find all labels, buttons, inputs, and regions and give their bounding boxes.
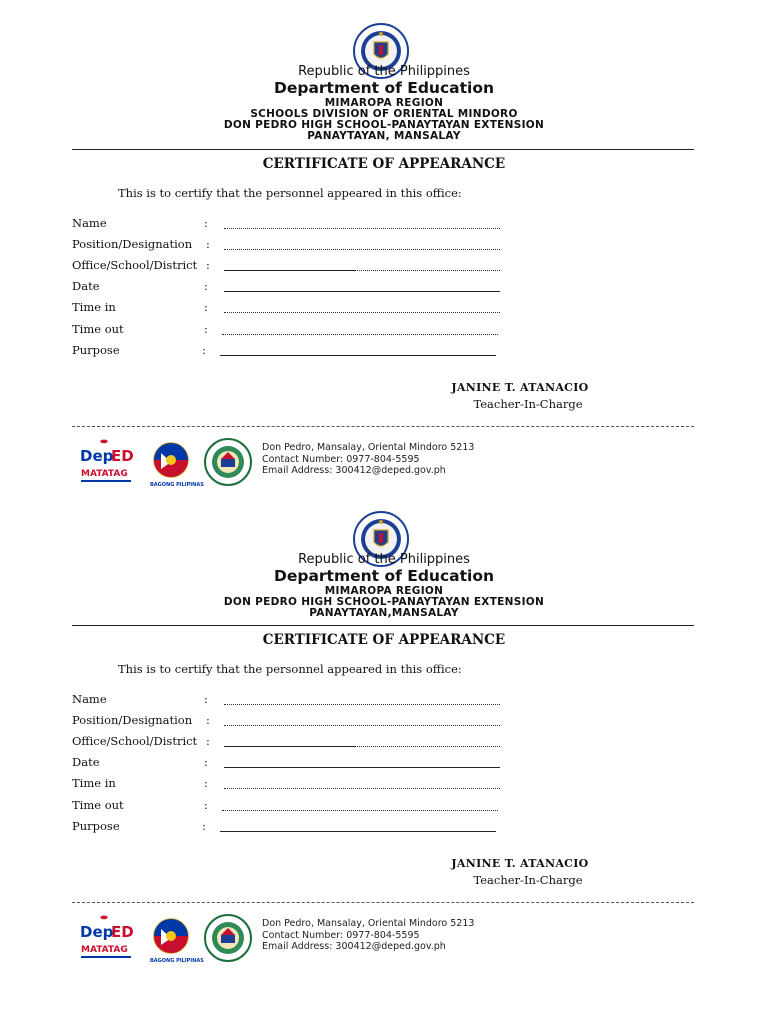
fill-in-line[interactable]: [224, 270, 500, 271]
field-colon: :: [204, 692, 208, 706]
field-time-out: [72, 322, 512, 338]
svg-text:ED: ED: [111, 447, 134, 465]
footer-contact: [262, 442, 474, 477]
cut-line: [72, 902, 694, 903]
fill-in-line[interactable]: [224, 291, 500, 292]
field-label: Date: [72, 279, 100, 293]
fill-in-line[interactable]: [224, 725, 500, 726]
field-label: Position/Designation: [72, 713, 193, 727]
fill-in-line[interactable]: [224, 788, 500, 789]
region-line: MIMAROPA REGION: [324, 97, 444, 109]
fill-in-line[interactable]: [224, 767, 500, 768]
bagong-pilipinas-logo-icon: [146, 914, 204, 964]
signatory-role: Teacher-In-Charge: [473, 873, 583, 887]
address-line: PANAYTAYAN, MANSALAY: [307, 130, 461, 142]
field-label: Office/School/District: [72, 258, 198, 272]
svg-text:Dep: Dep: [80, 447, 114, 465]
fill-in-line[interactable]: [224, 312, 500, 313]
field-colon: :: [204, 322, 208, 336]
fill-in-line[interactable]: [224, 228, 500, 229]
field-colon: :: [206, 713, 210, 727]
field-colon: :: [204, 776, 208, 790]
deped-matatag-logo-icon: [78, 914, 136, 964]
footer-contact: [262, 918, 474, 953]
footer-email[interactable]: Email Address: 300412@deped.gov.ph: [262, 465, 446, 476]
republic-line: Republic of the Philippines: [298, 552, 470, 567]
header-divider: [72, 149, 694, 150]
svg-text:BAGONG PILIPINAS: BAGONG PILIPINAS: [150, 482, 204, 488]
certification-statement: This is to certify that the personnel appeared in this office:: [118, 186, 462, 200]
svg-text:ED: ED: [111, 923, 134, 941]
signatory-name: JANINE T. ATANACIO: [451, 857, 589, 870]
field-colon: :: [204, 755, 208, 769]
fill-in-line[interactable]: [220, 831, 496, 832]
field-office: [72, 734, 512, 750]
field-colon: :: [204, 300, 208, 314]
footer-phone: Contact Number: 0977-804-5595: [262, 453, 420, 465]
field-colon: :: [202, 343, 206, 357]
field-position: [72, 713, 512, 729]
certificate-1: [0, 0, 768, 488]
school-line: DON PEDRO HIGH SCHOOL-PANAYTAYAN EXTENSION: [223, 596, 545, 608]
cut-line: [72, 426, 694, 427]
field-time-in: [72, 776, 512, 792]
fill-in-line[interactable]: [222, 334, 498, 335]
fill-in-line[interactable]: [220, 355, 496, 356]
field-colon: :: [204, 798, 208, 812]
signatory-role: Teacher-In-Charge: [473, 397, 583, 411]
field-colon: :: [206, 734, 210, 748]
signatory-block: [420, 857, 620, 887]
field-date: [72, 755, 512, 771]
field-colon: :: [204, 279, 208, 293]
school-line: DON PEDRO HIGH SCHOOL-PANAYTAYAN EXTENSION: [223, 119, 545, 131]
certificate-title: CERTIFICATE OF APPEARANCE: [262, 156, 506, 172]
school-seal-icon: [202, 914, 254, 964]
certificate-title: CERTIFICATE OF APPEARANCE: [262, 632, 506, 648]
field-label: Position/Designation: [72, 237, 193, 251]
field-colon: :: [202, 819, 206, 833]
fill-in-line[interactable]: [224, 704, 500, 705]
field-label: Name: [72, 216, 107, 230]
fill-in-line[interactable]: [224, 746, 500, 747]
field-label: Time in: [72, 300, 116, 314]
certificate-2: [0, 476, 768, 964]
field-time-in: [72, 300, 512, 316]
field-colon: :: [206, 237, 210, 251]
field-label: Purpose: [72, 343, 120, 357]
department-name: Department of Education: [273, 79, 495, 97]
republic-line: Republic of the Philippines: [298, 64, 470, 79]
field-colon: :: [204, 216, 208, 230]
svg-text:MATATAG: MATATAG: [81, 469, 128, 479]
field-label: Time out: [72, 798, 124, 812]
footer-address: Don Pedro, Mansalay, Oriental Mindoro 5213: [262, 442, 475, 453]
field-label: Office/School/District: [72, 734, 198, 748]
certification-statement: This is to certify that the personnel appeared in this office:: [118, 662, 462, 676]
footer-address: Don Pedro, Mansalay, Oriental Mindoro 5213: [262, 918, 475, 929]
region-line: MIMAROPA REGION: [324, 585, 444, 597]
fill-in-line[interactable]: [224, 249, 500, 250]
address-line: PANAYTAYAN,MANSALAY: [309, 607, 459, 619]
field-purpose: [72, 819, 512, 835]
field-position: [72, 237, 512, 253]
division-line: SCHOOLS DIVISION OF ORIENTAL MINDORO: [250, 108, 518, 120]
field-name: [72, 692, 512, 708]
field-label: Time out: [72, 322, 124, 336]
field-label: Time in: [72, 776, 116, 790]
svg-text:Dep: Dep: [80, 923, 114, 941]
signatory-block: [420, 381, 620, 411]
field-colon: :: [206, 258, 210, 272]
fill-in-line[interactable]: [222, 810, 498, 811]
signatory-name: JANINE T. ATANACIO: [451, 381, 589, 394]
field-label: Name: [72, 692, 107, 706]
footer-email[interactable]: Email Address: 300412@deped.gov.ph: [262, 941, 446, 952]
field-time-out: [72, 798, 512, 814]
svg-text:MATATAG: MATATAG: [81, 945, 128, 955]
footer-phone: Contact Number: 0977-804-5595: [262, 929, 420, 941]
field-label: Purpose: [72, 819, 120, 833]
svg-text:BAGONG PILIPINAS: BAGONG PILIPINAS: [150, 958, 204, 964]
field-date: [72, 279, 512, 295]
field-label: Date: [72, 755, 100, 769]
field-purpose: [72, 343, 512, 359]
footer: [78, 914, 698, 970]
field-office: [72, 258, 512, 274]
department-name: Department of Education: [273, 567, 495, 585]
field-name: [72, 216, 512, 232]
header-divider: [72, 625, 694, 626]
